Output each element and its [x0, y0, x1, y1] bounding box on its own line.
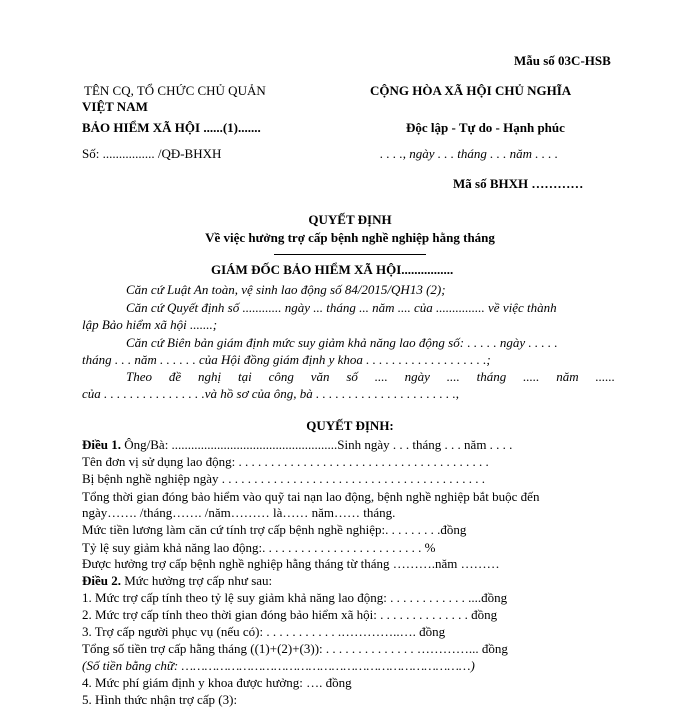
preamble-minutes-line-2: tháng . . . năm . . . . . . của Hội đồng giám định y khoa . . . . . . . . . . . . . . . . . . .;	[82, 352, 491, 367]
agency-line-2: VIỆT NAM	[82, 99, 148, 114]
article-1-start-month: Được hưởng trợ cấp bệnh nghề nghiệp hằng tháng từ tháng ……….năm ………	[82, 556, 500, 571]
proposal-word: tại	[237, 369, 252, 384]
decision-subtitle: Về việc hưởng trợ cấp bệnh nghề nghiệp hằng tháng	[205, 230, 495, 245]
agency-line-1: TÊN CQ, TỔ CHỨC CHỦ QUẢN	[84, 83, 266, 98]
article-1-contribution-date: ngày……. /tháng……. /năm……… là…… năm…… tháng.	[82, 505, 396, 520]
article-1-line-1	[82, 437, 512, 453]
country-name: CỘNG HÒA XÃ HỘI CHỦ NGHĨA	[370, 83, 572, 98]
bhxh-code: Mã số BHXH …………	[453, 176, 584, 191]
article-1-capacity-loss: Tỷ lệ suy giảm khả năng lao động:. . . . . . . . . . . . . . . . . . . . . . . . . %	[82, 540, 436, 555]
preamble-decision-line-2: lập Bảo hiểm xã hội .......;	[82, 317, 218, 332]
preamble-proposal-line-1	[126, 369, 615, 385]
proposal-word: văn	[310, 369, 330, 384]
agency-line-3: BẢO HIỂM XÃ HỘI ......(1).......	[82, 120, 261, 135]
article-1-disease-date: Bị bệnh nghề nghiệp ngày . . . . . . . . . . . . . . . . . . . . . . . . . . . . . . . . . . . . . . . . .	[82, 471, 485, 486]
article-2-total: Tổng số tiền trợ cấp hằng tháng ((1)+(2)+(3)): . . . . . . . . . . . . . . …………... đồng	[82, 641, 508, 656]
decision-heading: QUYẾT ĐỊNH:	[306, 418, 394, 433]
article-2-item-3: 3. Trợ cấp người phục vụ (nếu có): . . . . . . . . . . . .…………..…. đồng	[82, 624, 446, 639]
article-1-name-birth: Ông/Bà: ...................................................Sinh ngày . . . tháng . . . năm . . . .	[121, 437, 513, 452]
proposal-word: ....	[374, 369, 388, 384]
proposal-word: công	[268, 369, 294, 384]
article-2-intro: Mức hưởng trợ cấp như sau:	[121, 573, 273, 588]
article-2-label: Điều 2.	[82, 573, 121, 588]
document-number: Số: ................ /QĐ-BHXH	[82, 146, 222, 161]
national-motto: Độc lập - Tự do - Hạnh phúc	[406, 120, 565, 135]
article-2-item-2: 2. Mức trợ cấp tính theo thời gian đóng bảo hiểm xã hội: . . . . . . . . . . . . . . đồng	[82, 607, 498, 622]
director-heading: GIÁM ĐỐC BẢO HIỂM XÃ HỘI................	[211, 262, 454, 277]
preamble-minutes-line-1: Căn cứ Biên bản giám định mức suy giảm khả năng lao động số: . . . . . ngày . . . . .	[126, 335, 558, 350]
proposal-word: ....	[446, 369, 460, 384]
proposal-word: Theo	[126, 369, 152, 384]
decision-title: QUYẾT ĐỊNH	[308, 212, 392, 227]
article-2-item-1: 1. Mức trợ cấp tính theo tỷ lệ suy giảm khả năng lao động: . . . . . . . . . . . . ....đồng	[82, 590, 508, 605]
article-2-item-5: 5. Hình thức nhận trợ cấp (3):	[82, 692, 238, 707]
article-2-item-4: 4. Mức phí giám định y khoa được hưởng: …. đồng	[82, 675, 352, 690]
preamble-decision-line-1: Căn cứ Quyết định số ............ ngày ... tháng ... năm .... của ............... về việc thành	[126, 300, 557, 315]
preamble-proposal-line-2: của . . . . . . . . . . . . . . . .và hồ sơ của ông, bà . . . . . . . . . . . . . . . . . . . . . .,	[82, 386, 460, 401]
article-1-label: Điều 1.	[82, 437, 121, 452]
article-1-contribution-period: Tổng thời gian đóng bảo hiểm vào quỹ tai nạn lao động, bệnh nghề nghiệp bắt buộc đến	[82, 489, 540, 504]
proposal-word: .....	[523, 369, 540, 384]
proposal-word: tháng	[476, 369, 507, 384]
form-code: Mẫu số 03C-HSB	[514, 53, 611, 68]
proposal-word: đề	[168, 369, 182, 384]
article-2-amount-in-words: (Số tiền bằng chữ: …………………………………………………………………)	[82, 658, 475, 673]
proposal-word: số	[346, 369, 358, 384]
proposal-word: nghị	[198, 369, 222, 384]
proposal-word: ......	[595, 369, 615, 384]
article-2-intro-line	[82, 573, 272, 589]
title-underline	[274, 254, 426, 255]
article-1-employer: Tên đơn vị sử dụng lao động: . . . . . . . . . . . . . . . . . . . . . . . . . . . . . . . . . . . . . . .	[82, 454, 489, 469]
proposal-word: ngày	[404, 369, 430, 384]
date-line: . . . ., ngày . . . tháng . . . năm . . . .	[380, 146, 559, 161]
article-1-salary-basis: Mức tiền lương làm căn cứ tính trợ cấp bệnh nghề nghiệp:. . . . . . . . .đồng	[82, 522, 467, 537]
proposal-word: năm	[556, 369, 579, 384]
preamble-law: Căn cứ Luật An toàn, vệ sinh lao động số 84/2015/QH13 (2);	[126, 282, 446, 297]
